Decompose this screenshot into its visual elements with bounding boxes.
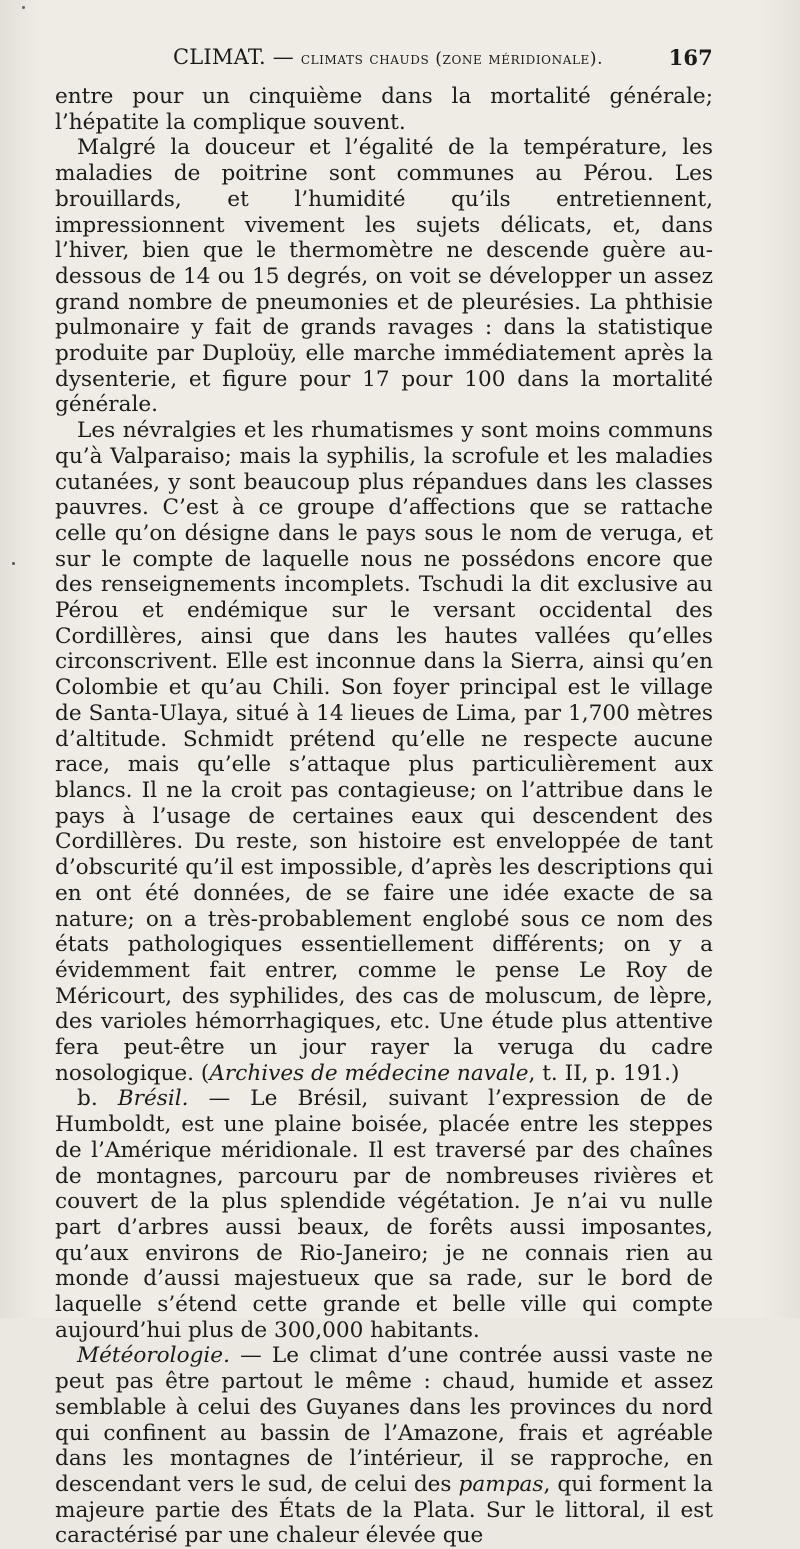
running-title-sub: climats chauds (zone méridionale). xyxy=(300,49,604,69)
paragraph-text: Malgré la douceur et l’égalité de la température, les maladies de poitrine sont communes au Pérou. Les brouillards, et l’humidité qu’ils entretiennent, impressionnent vivement les sujets délicats, et, dans l’hiver, bien que le thermomètre ne descende guère au-dessous de 14 ou 15 degrés, on voit se développer un assez grand nombre de pneumonies et de pleurésies. La phthisie pulmonaire y fait de grands ravages : dans la statistique produite par Duploüy, elle marche immédiatement après la dysenterie, et figure pour 17 pour 100 dans la mortalité générale. xyxy=(55,135,713,418)
paragraph-continuation xyxy=(55,84,713,135)
paragraph-meteorologie xyxy=(55,1343,713,1549)
section-letter: b. xyxy=(77,1086,98,1112)
paragraph-veruga xyxy=(55,418,713,1086)
section-heading-meteorologie: Météorologie. xyxy=(77,1343,230,1369)
citation-rest: , t. II, p. 191.) xyxy=(528,1060,680,1086)
margin-mark xyxy=(12,562,15,565)
section-heading-bresil: Brésil. xyxy=(117,1086,189,1112)
paragraph-text: entre pour un cinquième dans la mortalité générale; l’hépatite la complique souvent. xyxy=(55,84,713,135)
paragraph-text: — Le climat d’une contrée aussi vaste ne peut pas être partout le même : chaud, humide et assez semblable à celui des Guyanes dans les provinces du nord qui confinent au bassin de l’Amazone, frais et agréable dans les montagnes de l’intérieur, il se rapproche, en descendant vers le sud, de celui des xyxy=(55,1343,713,1497)
paragraph-maladies-poitrine xyxy=(55,135,713,418)
running-title-main: CLIMAT. xyxy=(173,45,266,69)
scan-speck xyxy=(22,6,25,9)
paragraph-text: Les névralgies et les rhumatismes y sont moins communs qu’à Valparaiso; mais la syphilis, la scrofule et les maladies cutanées, y sont beaucoup plus répandues dans les classes pauvres. C’est à ce groupe d’affections que se rattache celle qu’on désigne dans le pays sous le nom de veruga, et sur le compte de laquelle nous ne possédons encore que des renseignements incomplets. Tschudi la dit exclusive au Pérou et endémique sur le versant occidental des Cordillères, ainsi que dans les hautes vallées qu’elles circonscrivent. Elle est inconnue dans la Sierra, ainsi qu’en Colombie et qu’au Chili. Son foyer principal est le village de Santa-Ulaya, situé à 14 lieues de Lima, par 1,700 mètres d’altitude. Schmidt prétend qu’elle ne respecte aucune race, mais qu’elle s’attaque plus particulièrement aux blancs. Il ne la croit pas contagieuse; on l’attribue dans le pays à l’usage de certaines eaux qui descendent des Cordillères. Du reste, son histoire est enveloppée de tant d’obscurité qu’il est impossible, d’après les descriptions qui en ont été données, de se faire une idée exacte de sa nature; on a très-probablement englobé sous ce nom des états pathologiques essentiellement différents; on y a évidemment fait entrer, comme le pense Le Roy de Méricourt, des syphilides, des cas de moluscum, de lèpre, des varioles hémorrhagiques, etc. Une étude plus attentive fera peut-être un jour rayer la veruga du cadre nosologique. xyxy=(55,418,713,1086)
paragraph-text: — Le Brésil, suivant l’expression de de Humboldt, est une plaine boisée, placée entre les steppes de l’Amérique méridionale. Il est traversé par des chaînes de montagnes, parcouru par de nombreuses rivières et couvert de la plus splendide végétation. Je n’ai vu nulle part d’arbres aussi beaux, de forêts aussi imposantes, qu’aux environs de Rio-Janeiro; je ne connais rien au monde d’aussi majestueux que sa rade, sur le bord de laquelle s’étend cette grande et belle ville qui compte aujourd’hui plus de 300,000 habitants. xyxy=(55,1086,713,1343)
header-dash: — xyxy=(272,45,294,69)
citation-journal: Archives de médecine navale xyxy=(209,1060,529,1086)
body-text xyxy=(55,84,713,1549)
paragraph-text: , qui forment la majeure partie des États de la Plata. Sur le littoral, il est caractérisé par une chaleur élevée que xyxy=(55,1471,713,1549)
citation-open: ( xyxy=(200,1060,210,1086)
running-title xyxy=(173,45,603,69)
running-header xyxy=(55,45,713,75)
term-pampas: pampas xyxy=(458,1471,544,1497)
page-number: 167 xyxy=(668,45,713,70)
paragraph-bresil xyxy=(55,1086,713,1343)
